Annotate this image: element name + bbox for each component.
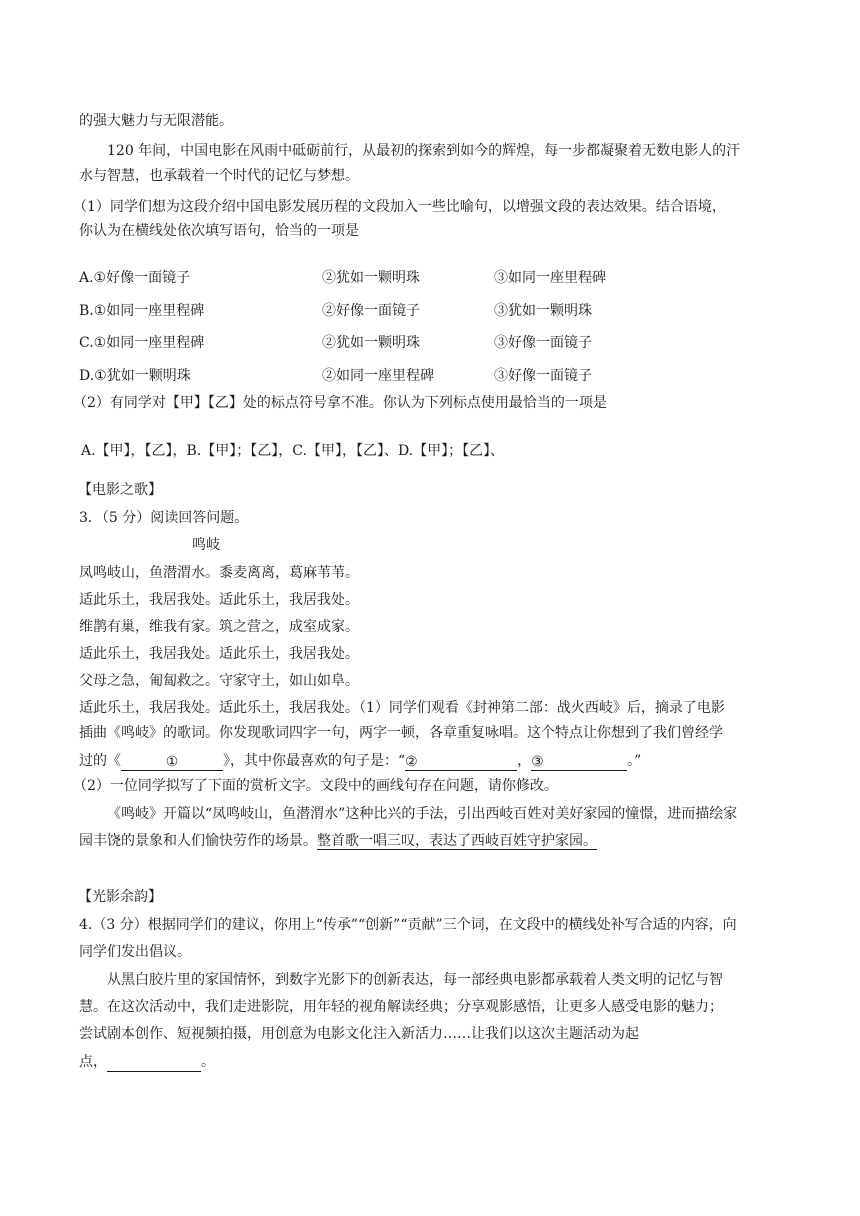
option-part: ③犹如一颗明珠	[494, 303, 592, 319]
poem-line-with-question	[79, 698, 725, 718]
underlined-sentence: 整首歌一唱三叹，表达了西岐百姓守护家园。	[317, 833, 597, 849]
poem-line: 凤鸣岐山，鱼潜渭水。黍麦离离，葛麻苇苇。	[79, 565, 359, 581]
text: 》，其中你最喜欢的句子是：“	[223, 753, 406, 769]
paragraph-line: 尝试剧本创作、短视频拍摄，用创意为电影文化注入新活力……让我们以这次主题活动为起	[79, 1026, 639, 1042]
option-part: C.①如同一座里程碑	[79, 335, 205, 351]
q2-options[interactable]: A.【甲】，【乙】，B.【甲】；【乙】，C.【甲】，【乙】、D.【甲】；【乙】、	[81, 443, 505, 459]
q2-stem: （2）有同学对【甲】【乙】处的标点符号拿不准。你认为下列标点使用最恰当的一项是	[73, 395, 607, 411]
question-4-stem: 4.（3 分）根据同学们的建议，你用上“传承”“创新”“贡献”三个词，在文段中的横线处补写合适的内容，向	[79, 917, 737, 933]
answer-blank-1[interactable]: ①	[121, 752, 223, 771]
poem-line: 适此乐土，我居我处。适此乐土，我居我处。	[79, 592, 359, 608]
option-part: ③好像一面镜子	[494, 335, 592, 351]
sub-question-1: （1）同学们观看《封神第二部：战火西岐》后，摘录了电影	[359, 700, 725, 716]
option-part: ②如同一座里程碑	[322, 368, 434, 384]
answer-blank-4[interactable]	[107, 1053, 201, 1072]
text: 点，	[79, 1054, 107, 1070]
review-line	[79, 831, 597, 851]
answer-blank-2[interactable]: ②	[405, 752, 517, 771]
section-heading: 【光影余韵】	[78, 889, 162, 905]
passage-line: 水与智慧，也承载着一个时代的记忆与梦想。	[79, 168, 359, 184]
question-title: 3．（5 分）阅读回答问题。	[79, 510, 249, 526]
sub-question-1-blanks	[79, 751, 641, 771]
text: 过的《	[79, 753, 121, 769]
sub-question-1-line: 插曲《鸣岐》的歌词。你发现歌词四字一句，两字一顿，各章重复咏唱。这个特点让你想到了我们曾经学	[79, 725, 723, 741]
text: ，	[517, 753, 532, 769]
passage-line: 120 年间，中国电影在风雨中砥砺前行，从最初的探索到如今的辉煌，每一步都凝聚着无数电影人的汗	[107, 143, 741, 159]
option-part: ②犹如一颗明珠	[322, 270, 420, 286]
paragraph-line: 从黑白胶片里的家国情怀，到数字光影下的创新表达，每一部经典电影都承载着人类文明的记忆与智	[107, 972, 723, 988]
option-part: A.①好像一面镜子	[79, 270, 191, 286]
poem-line: 适此乐土，我居我处。适此乐土，我居我处。	[79, 646, 359, 662]
poem-line: 适此乐土，我居我处。适此乐土，我居我处。	[79, 700, 359, 716]
text: 。”	[627, 753, 642, 769]
poem-title: 鸣岐	[192, 537, 220, 553]
q1-stem: 你认为在横线处依次填写语句，恰当的一项是	[79, 223, 359, 239]
text: 。	[201, 1054, 215, 1070]
passage-line: 的强大魅力与无限潜能。	[79, 113, 233, 129]
option-part: D.①犹如一颗明珠	[79, 368, 191, 384]
text: 园丰饶的景象和人们愉快劳作的场景。	[79, 833, 317, 849]
paragraph-line	[79, 1052, 215, 1072]
option-part: ③如同一座里程碑	[494, 270, 606, 286]
option-part: ②好像一面镜子	[322, 303, 420, 319]
paragraph-line: 慧。在这次活动中，我们走进影院，用年轻的视角解读经典；分享观影感悟，让更多人感受电影的魅力；	[79, 999, 723, 1015]
poem-line: 父母之急，匍匐救之。守家守土，如山如阜。	[79, 673, 359, 689]
option-part: B.①如同一座里程碑	[79, 303, 205, 319]
section-heading: 【电影之歌】	[78, 482, 162, 498]
q1-stem: （1）同学们想为这段介绍中国电影发展历程的文段加入一些比喻句，以增强文段的表达效果。结合语境，	[73, 199, 726, 215]
review-line: 《鸣岐》开篇以“凤鸣岐山，鱼潜渭水”这种比兴的手法，引出西岐百姓对美好家园的憧憬，进而描绘家	[107, 806, 738, 822]
question-4-stem: 同学们发出倡议。	[79, 944, 191, 960]
sub-question-2: （2）一位同学拟写了下面的赏析文字。文段中的画线句存在问题，请你修改。	[73, 778, 558, 794]
option-part: ③好像一面镜子	[494, 368, 592, 384]
option-part: ②犹如一颗明珠	[322, 335, 420, 351]
answer-blank-3[interactable]: ③	[531, 752, 627, 771]
poem-line: 维鹊有巢，维我有家。筑之营之，成室成家。	[79, 619, 359, 635]
